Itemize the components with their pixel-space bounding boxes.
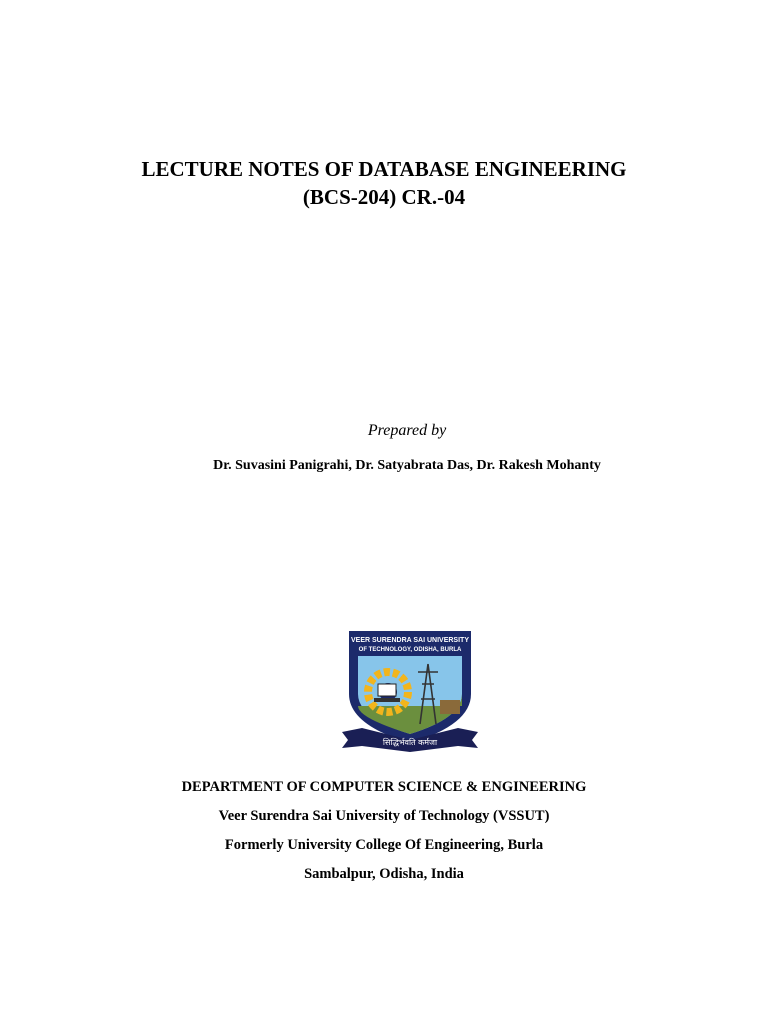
svg-text:VEER SURENDRA SAI UNIVERSITY: VEER SURENDRA SAI UNIVERSITY — [351, 637, 469, 644]
document-title-line-2: (BCS-204) CR.-04 — [302, 185, 466, 209]
location: Sambalpur, Odisha, India — [304, 866, 464, 882]
svg-text:OF TECHNOLOGY, ODISHA, BURLA: OF TECHNOLOGY, ODISHA, BURLA — [358, 647, 462, 653]
authors-list: Dr. Suvasini Panigrahi, Dr. Satyabrata Das, Dr. Rakesh Mohanty — [213, 458, 601, 473]
document-title-line-1: LECTURE NOTES OF DATABASE ENGINEERING — [141, 157, 627, 181]
prepared-by-label: Prepared by — [367, 422, 447, 439]
former-name: Formerly University College Of Engineering, Burla — [224, 837, 544, 853]
department-name: DEPARTMENT OF COMPUTER SCIENCE & ENGINEERING — [181, 779, 587, 795]
motto-text: सिद्धिर्भवति कर्मजा — [382, 738, 438, 747]
university-name: Veer Surendra Sai University of Technology (VSSUT) — [218, 808, 550, 824]
university-crest-logo — [340, 624, 480, 754]
